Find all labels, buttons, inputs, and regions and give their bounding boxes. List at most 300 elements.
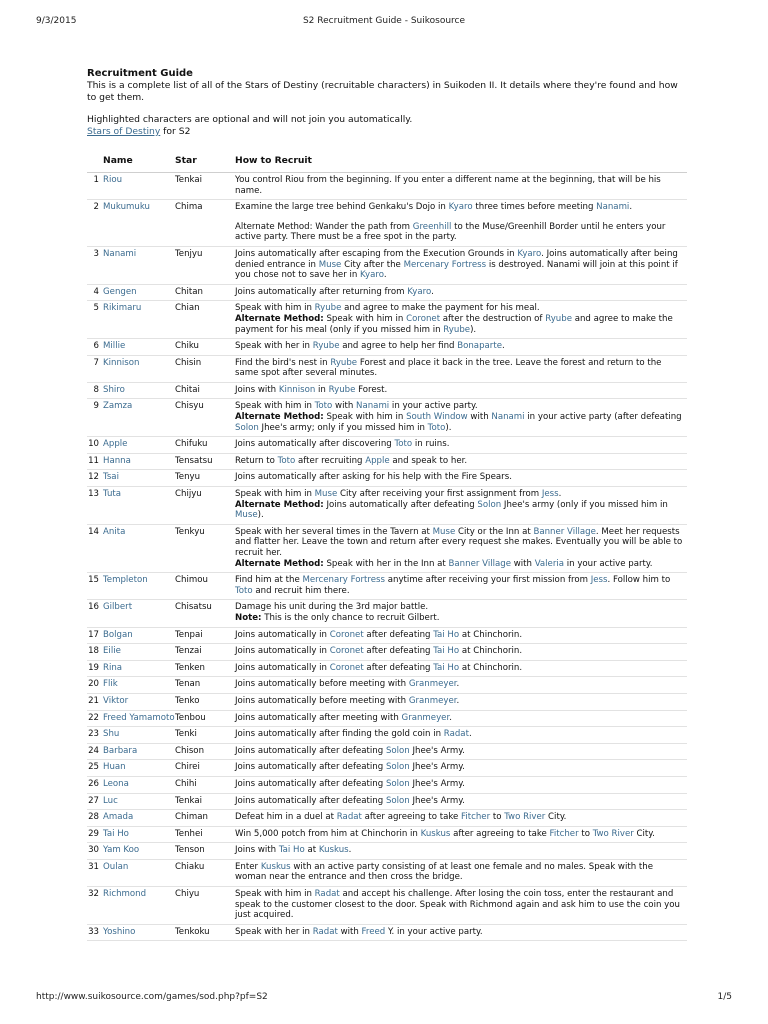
location-link[interactable]: Greenhill <box>412 221 452 232</box>
how-cell <box>235 859 687 886</box>
character-link[interactable]: Huan <box>103 762 126 773</box>
location-link[interactable]: Bonaparte <box>457 341 502 352</box>
row-number: 19 <box>87 660 103 677</box>
row-number: 4 <box>87 284 103 301</box>
location-link[interactable]: Solon <box>385 795 410 806</box>
text-segment: Joins automatically before meeting with <box>235 695 409 706</box>
location-link[interactable]: Toto <box>235 585 253 596</box>
page-heading: Recruitment Guide <box>87 68 193 79</box>
how-cell <box>235 743 687 760</box>
text-segment: Speak with her in the Inn at <box>323 558 449 569</box>
table-row <box>87 284 687 301</box>
location-link[interactable]: Ryube <box>312 341 340 352</box>
name-cell <box>103 644 175 661</box>
text-segment: You control Riou from the beginning. If you enter a different name at the beginning, that will be his name. <box>235 174 661 196</box>
how-cell <box>235 843 687 860</box>
text-segment: Speak with him in <box>323 412 407 423</box>
location-link[interactable]: Granmeyer <box>401 712 450 723</box>
text-segment: Enter <box>235 861 261 872</box>
header-how: How to Recruit <box>235 155 687 172</box>
table-row <box>87 524 687 572</box>
text-segment: Joins with <box>235 384 279 395</box>
location-link[interactable]: Valeria <box>534 558 565 569</box>
table-row <box>87 627 687 644</box>
star-cell: Tenyu <box>175 470 235 487</box>
main-content <box>87 68 687 941</box>
table-row <box>87 246 687 284</box>
text-segment: with <box>467 412 492 423</box>
character-link[interactable]: Barbara <box>103 745 138 756</box>
table-row <box>87 382 687 399</box>
location-link[interactable]: Kyaro <box>517 248 542 259</box>
text-segment: Speak with her several times in the Tavern at <box>235 526 433 537</box>
text-segment: in your active party. <box>564 558 653 569</box>
location-link[interactable]: Solon <box>385 762 410 773</box>
row-number: 24 <box>87 743 103 760</box>
star-cell: Chitai <box>175 382 235 399</box>
table-row <box>87 776 687 793</box>
table-row <box>87 339 687 356</box>
row-number: 15 <box>87 573 103 600</box>
table-row <box>87 470 687 487</box>
table-row <box>87 355 687 382</box>
location-link[interactable]: Jess <box>590 575 608 586</box>
text-segment: at <box>304 845 319 856</box>
character-link[interactable]: Gilbert <box>103 602 133 613</box>
name-cell <box>103 573 175 600</box>
text-segment: and accept his challenge. After losing the coin toss, enter the restaurant and speak to the customer closest to the door. Speak with Richmond again and ask him to use the coin you just acquired. <box>235 889 680 921</box>
table-row <box>87 826 687 843</box>
text-segment: . <box>431 286 434 297</box>
location-link[interactable]: Apple <box>365 455 390 466</box>
name-cell <box>103 826 175 843</box>
row-number: 2 <box>87 200 103 247</box>
text-segment: is destroyed. Nanami will join at this point if you chose not to save her in <box>235 259 678 281</box>
text-segment: Jhee's Army. <box>409 745 465 756</box>
text-segment: . <box>456 695 460 706</box>
alternate-method <box>235 222 687 243</box>
location-link[interactable]: Nanami <box>491 412 525 423</box>
character-link[interactable]: Amada <box>103 812 134 823</box>
how-cell <box>235 627 687 644</box>
text-segment: City. <box>545 812 567 823</box>
text-segment: . Joins automatically after being denied entrance in <box>235 248 678 270</box>
location-link[interactable]: Nanami <box>356 401 390 412</box>
row-number: 26 <box>87 776 103 793</box>
table-header-row <box>87 155 687 172</box>
location-link[interactable]: Muse <box>432 526 456 537</box>
star-cell: Chian <box>175 301 235 339</box>
text-segment: to the Muse/Greenhill Border until he enters your active party. There must be a free spot in the party. <box>235 221 666 243</box>
location-link[interactable]: South Window <box>406 412 468 423</box>
location-link[interactable]: Granmeyer <box>408 695 457 706</box>
text-segment: Find the bird's nest in <box>235 357 331 368</box>
location-link[interactable]: Radat <box>336 812 362 823</box>
character-link[interactable]: Rina <box>103 662 123 673</box>
name-cell <box>103 437 175 454</box>
name-cell <box>103 453 175 470</box>
name-cell <box>103 924 175 941</box>
text-segment: and agree to make the payment for his meal (only if you missed him in <box>235 313 673 335</box>
location-link[interactable]: Kuskus <box>420 828 451 839</box>
how-cell <box>235 826 687 843</box>
text-segment: with an active party consisting of at least one female and no males. Speak with the woman near the entrance and then cross the bridge. <box>235 861 653 883</box>
text-segment: Speak with her in <box>235 341 313 352</box>
text-segment: after defeating <box>363 646 434 657</box>
location-link[interactable]: Fitcher <box>461 812 491 823</box>
how-cell <box>235 382 687 399</box>
location-link[interactable]: Radat <box>314 889 340 900</box>
star-cell: Chisin <box>175 355 235 382</box>
star-cell: Tenkai <box>175 172 235 199</box>
recruitment-table <box>87 155 687 941</box>
label-bold: Alternate Method: <box>235 412 324 423</box>
text-segment: and agree to make the payment for his meal. <box>341 303 540 314</box>
how-cell <box>235 793 687 810</box>
stars-of-destiny-link[interactable]: Stars of Destiny <box>87 125 161 137</box>
location-link[interactable]: Tai Ho <box>278 845 305 856</box>
character-link[interactable]: Shiro <box>103 384 125 395</box>
table-row <box>87 760 687 777</box>
character-link[interactable]: Yam Koo <box>103 845 140 856</box>
character-link[interactable]: Freed Yamamoto <box>103 712 175 723</box>
character-link[interactable]: Rikimaru <box>103 303 142 314</box>
print-url: http://www.suikosource.com/games/sod.php?pf=S2 <box>36 992 268 1002</box>
text-segment: Joins automatically after asking for his help with the Fire Spears. <box>235 472 512 483</box>
location-link[interactable]: Muse <box>318 259 342 270</box>
star-cell: Chima <box>175 200 235 247</box>
location-link[interactable]: Coronet <box>329 662 364 673</box>
star-cell: Tenken <box>175 660 235 677</box>
character-link[interactable]: Shu <box>103 729 120 740</box>
character-link[interactable]: Hanna <box>103 455 131 466</box>
character-link[interactable]: Anita <box>103 526 126 537</box>
table-row <box>87 200 687 247</box>
location-link[interactable]: Kyaro <box>360 270 384 281</box>
page-number: 1/5 <box>717 992 732 1002</box>
location-link[interactable]: Kyaro <box>407 286 432 297</box>
character-link[interactable]: Viktor <box>103 695 129 706</box>
character-link[interactable]: Apple <box>103 439 128 450</box>
name-cell <box>103 200 175 247</box>
text-segment: Y. in your active party. <box>385 926 483 937</box>
row-number: 7 <box>87 355 103 382</box>
star-cell: Chimou <box>175 573 235 600</box>
location-link[interactable]: Solon <box>477 499 502 510</box>
location-link[interactable]: Nanami <box>596 202 630 213</box>
label-bold: Note: <box>235 612 262 623</box>
print-title: S2 Recruitment Guide - Suikosource <box>302 16 466 26</box>
name-cell <box>103 727 175 744</box>
location-link[interactable]: Kuskus <box>318 845 349 856</box>
name-cell <box>103 284 175 301</box>
location-link[interactable]: Kinnison <box>278 384 316 395</box>
row-number: 10 <box>87 437 103 454</box>
location-link[interactable]: Tai Ho <box>433 629 460 640</box>
character-link[interactable]: Gengen <box>103 286 137 297</box>
character-link[interactable]: Kinnison <box>103 357 140 368</box>
table-row <box>87 487 687 525</box>
character-link[interactable]: Leona <box>103 778 129 789</box>
location-link[interactable]: Coronet <box>329 629 364 640</box>
row-number: 21 <box>87 693 103 710</box>
location-link[interactable]: Ryube <box>314 303 342 314</box>
text-segment: Speak with her in <box>235 926 313 937</box>
location-link[interactable]: Ryube <box>330 357 358 368</box>
text-segment: after defeating <box>363 629 434 640</box>
name-cell <box>103 246 175 284</box>
text-segment: Jhee's army (only if you missed him in <box>501 499 668 510</box>
name-cell <box>103 793 175 810</box>
star-cell: Chison <box>175 743 235 760</box>
location-link[interactable]: Two River <box>504 812 546 823</box>
text-segment: at Chinchorin. <box>459 629 523 640</box>
row-number: 27 <box>87 793 103 810</box>
table-row <box>87 677 687 694</box>
how-cell <box>235 677 687 694</box>
how-cell <box>235 924 687 941</box>
location-link[interactable]: Radat <box>443 729 469 740</box>
character-link[interactable]: Bolgan <box>103 629 133 640</box>
label-bold: Alternate Method: <box>235 558 324 569</box>
row-number: 5 <box>87 301 103 339</box>
text-segment: and agree to help her find <box>339 341 458 352</box>
text-segment: . <box>348 845 352 856</box>
character-link[interactable]: Oulan <box>103 861 129 872</box>
text-segment: at Chinchorin. <box>459 662 523 673</box>
header-star: Star <box>175 155 235 172</box>
character-link[interactable]: Mukumuku <box>103 202 150 213</box>
location-link[interactable]: Fitcher <box>549 828 579 839</box>
text-segment: Damage his unit during the 3rd major battle. <box>235 602 429 613</box>
location-link[interactable]: Coronet <box>406 313 441 324</box>
row-number: 17 <box>87 627 103 644</box>
text-segment: and recruit him there. <box>252 585 350 596</box>
how-cell <box>235 487 687 525</box>
text-segment: in your active party. <box>389 401 478 412</box>
how-cell <box>235 339 687 356</box>
location-link[interactable]: Toto <box>427 422 446 433</box>
location-link[interactable]: Jess <box>541 489 559 500</box>
text-segment: Joins automatically in <box>235 646 330 657</box>
character-link[interactable]: Nanami <box>103 248 137 259</box>
table-row <box>87 600 687 627</box>
location-link[interactable]: Freed <box>361 926 386 937</box>
name-cell <box>103 172 175 199</box>
star-cell: Chisyu <box>175 399 235 437</box>
table-row <box>87 727 687 744</box>
text-segment: . Follow him to <box>607 575 671 586</box>
location-link[interactable]: Two River <box>592 828 634 839</box>
star-cell: Tenkyu <box>175 524 235 572</box>
how-cell <box>235 399 687 437</box>
location-link[interactable]: Muse <box>235 510 258 521</box>
location-link[interactable]: Toto <box>277 455 296 466</box>
character-link[interactable]: Tai Ho <box>103 828 129 839</box>
name-cell <box>103 776 175 793</box>
text-segment: and speak to her. <box>389 455 468 466</box>
name-cell <box>103 693 175 710</box>
sod-suffix: for S2 <box>160 125 191 137</box>
location-link[interactable]: Mercenary Fortress <box>302 575 385 586</box>
character-link[interactable]: Flik <box>103 679 118 690</box>
table-row <box>87 859 687 886</box>
star-cell: Tenko <box>175 693 235 710</box>
name-cell <box>103 859 175 886</box>
row-number: 13 <box>87 487 103 525</box>
text-segment: . <box>383 270 387 281</box>
text-segment: after the destruction of <box>440 313 546 324</box>
how-cell <box>235 284 687 301</box>
how-cell <box>235 887 687 925</box>
text-segment: Speak with him in <box>235 489 315 500</box>
table-row <box>87 810 687 827</box>
text-segment: Jhee's army; only if you missed him in <box>258 422 428 433</box>
location-link[interactable]: Ryube <box>545 313 572 324</box>
text-segment: Jhee's Army. <box>409 778 465 789</box>
location-link[interactable]: Banner Village <box>448 558 511 569</box>
location-link[interactable]: Kuskus <box>260 861 291 872</box>
character-link[interactable]: Zamza <box>103 401 133 412</box>
text-segment: three times before meeting <box>472 202 597 213</box>
text-segment: This is the only chance to recruit Gilbert. <box>261 612 440 623</box>
location-link[interactable]: Banner Village <box>533 526 596 537</box>
character-link[interactable]: Tsai <box>103 472 119 483</box>
location-link[interactable]: Tai Ho <box>433 646 460 657</box>
location-link[interactable]: Muse <box>314 489 338 500</box>
table-row <box>87 924 687 941</box>
row-number: 18 <box>87 644 103 661</box>
text-segment: with <box>332 401 357 412</box>
location-link[interactable]: Ryube <box>328 384 356 395</box>
text-segment: City after the <box>341 259 404 270</box>
text-segment: in ruins. <box>412 439 450 450</box>
table-row <box>87 573 687 600</box>
name-cell <box>103 301 175 339</box>
location-link[interactable]: Solon <box>235 422 259 433</box>
how-cell <box>235 693 687 710</box>
name-cell <box>103 810 175 827</box>
text-segment: Joins automatically after finding the gold coin in <box>235 729 444 740</box>
text-segment: Examine the large tree behind Genkaku's Dojo in <box>235 202 449 213</box>
star-cell: Chiyu <box>175 887 235 925</box>
star-cell: Tenbou <box>175 710 235 727</box>
text-segment: Win 5,000 potch from him at Chinchorin in <box>235 828 421 839</box>
location-link[interactable]: Solon <box>385 745 410 756</box>
row-number: 31 <box>87 859 103 886</box>
star-cell: Tenzai <box>175 644 235 661</box>
table-row <box>87 301 687 339</box>
sod-line <box>87 126 687 138</box>
how-cell <box>235 573 687 600</box>
optional-note: Highlighted characters are optional and will not join you automatically. <box>87 114 413 126</box>
text-segment: Joins automatically after defeating <box>323 499 478 510</box>
character-link[interactable]: Luc <box>103 795 118 806</box>
text-segment: after recruiting <box>295 455 366 466</box>
row-number: 25 <box>87 760 103 777</box>
location-link[interactable]: Kyaro <box>448 202 473 213</box>
how-cell <box>235 776 687 793</box>
how-cell <box>235 600 687 627</box>
star-cell: Chijyu <box>175 487 235 525</box>
text-segment: Joins automatically in <box>235 629 330 640</box>
location-link[interactable]: Coronet <box>329 646 364 657</box>
character-link[interactable]: Templeton <box>103 575 148 586</box>
row-number: 20 <box>87 677 103 694</box>
text-segment: . <box>456 679 460 690</box>
text-segment: Joins automatically after defeating <box>235 762 386 773</box>
text-segment: Defeat him in a duel at <box>235 812 337 823</box>
character-link[interactable]: Millie <box>103 341 126 352</box>
row-number: 8 <box>87 382 103 399</box>
how-cell <box>235 301 687 339</box>
location-link[interactable]: Toto <box>394 439 413 450</box>
name-cell <box>103 470 175 487</box>
table-row <box>87 693 687 710</box>
intro-description: This is a complete list of all of the Stars of Destiny (recruitable characters) in Suikoden II. It details where they're found and how to get them. <box>87 80 678 103</box>
table-row <box>87 437 687 454</box>
row-number: 14 <box>87 524 103 572</box>
how-cell <box>235 172 687 199</box>
table-row <box>87 660 687 677</box>
name-cell <box>103 710 175 727</box>
location-link[interactable]: Solon <box>385 778 410 789</box>
text-segment: in <box>315 384 329 395</box>
star-cell: Chirei <box>175 760 235 777</box>
row-number: 30 <box>87 843 103 860</box>
name-cell <box>103 887 175 925</box>
name-cell <box>103 339 175 356</box>
name-cell <box>103 627 175 644</box>
star-cell: Chiaku <box>175 859 235 886</box>
character-link[interactable]: Richmond <box>103 889 147 900</box>
name-cell <box>103 524 175 572</box>
character-link[interactable]: Tuta <box>103 489 122 500</box>
text-segment: after agreeing to take <box>450 828 550 839</box>
star-cell: Tenpai <box>175 627 235 644</box>
star-cell: Chiman <box>175 810 235 827</box>
location-link[interactable]: Tai Ho <box>433 662 460 673</box>
how-cell <box>235 470 687 487</box>
how-cell <box>235 660 687 677</box>
text-segment: Forest and place it back in the tree. Leave the forest and return to the same spot after several minutes. <box>235 357 662 379</box>
location-link[interactable]: Granmeyer <box>408 679 457 690</box>
table-row <box>87 743 687 760</box>
how-cell <box>235 710 687 727</box>
star-cell: Tenson <box>175 843 235 860</box>
location-link[interactable]: Mercenary Fortress <box>403 259 487 270</box>
character-link[interactable]: Yoshino <box>103 926 136 937</box>
how-cell <box>235 355 687 382</box>
table-row <box>87 453 687 470</box>
text-segment: after defeating <box>363 662 434 673</box>
star-cell: Chihi <box>175 776 235 793</box>
character-link[interactable]: Riou <box>103 174 123 185</box>
row-number: 9 <box>87 399 103 437</box>
text-segment: Jhee's Army. <box>409 762 465 773</box>
location-link[interactable]: Radat <box>312 926 338 937</box>
star-cell: Chiku <box>175 339 235 356</box>
text-segment: Joins automatically after returning from <box>235 286 408 297</box>
text-segment: Joins automatically after defeating <box>235 745 386 756</box>
table-row <box>87 399 687 437</box>
text-segment: Joins automatically after discovering <box>235 439 395 450</box>
text-segment: . <box>449 712 452 723</box>
location-link[interactable]: Toto <box>314 401 333 412</box>
star-cell: Chitan <box>175 284 235 301</box>
location-link[interactable]: Ryube <box>443 324 471 335</box>
character-link[interactable]: Eilie <box>103 646 121 657</box>
